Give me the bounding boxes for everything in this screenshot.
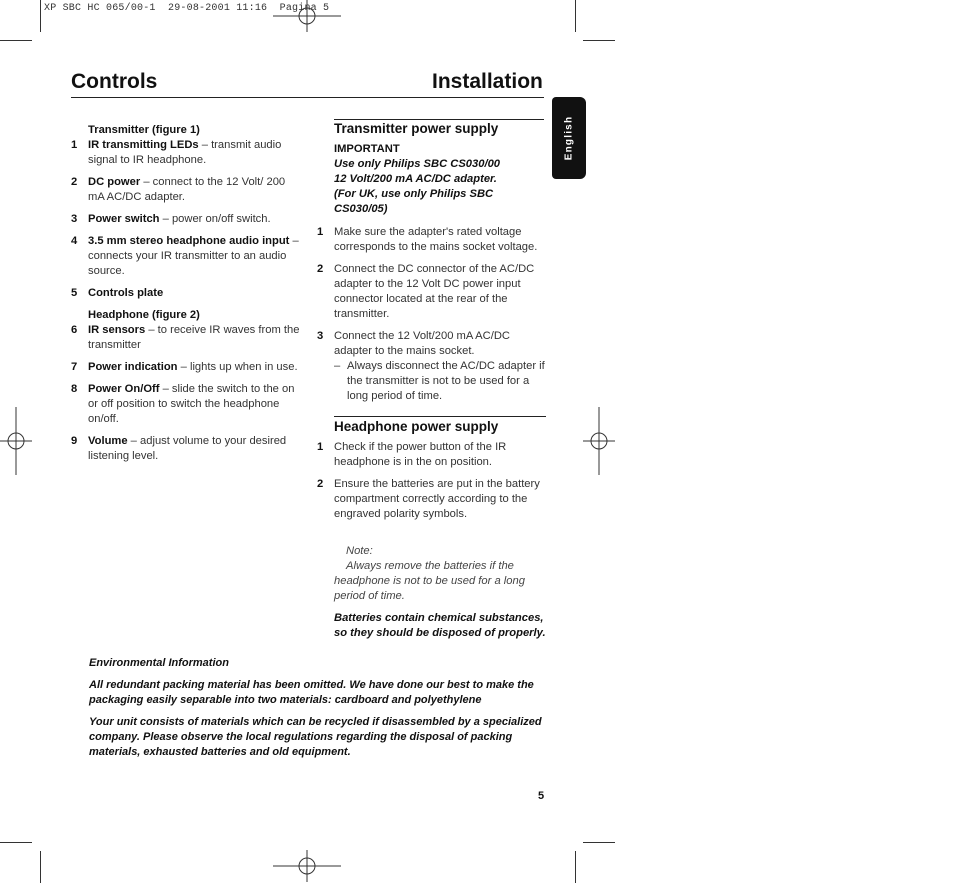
language-tab: [552, 97, 586, 179]
item-term: Volume: [88, 435, 128, 447]
headphone-power-title: Headphone power supply: [334, 419, 499, 434]
item-number: 7: [71, 361, 78, 373]
print-slug-header: XP SBC HC 065/00-1 29-08-2001 11:16 Pagina 5: [44, 3, 330, 14]
list-item: [71, 234, 301, 279]
list-item: [317, 329, 546, 359]
item-number: 6: [71, 324, 78, 336]
important-label: IMPORTANT: [334, 143, 400, 155]
item-number: 4: [71, 235, 78, 247]
item-term: 3.5 mm stereo headphone audio input: [88, 235, 290, 247]
env-paragraph: All redundant packing material has been omitted. We have done our best to make the packaging easily separable into two materials: cardboard and polyethylene: [89, 679, 534, 706]
item-term: Power indication: [88, 361, 178, 373]
step-number: 2: [317, 263, 324, 275]
list-item: [71, 286, 301, 301]
item-desc: – connect to the 12 Volt/ 200 mA AC/DC adapter.: [88, 176, 286, 203]
list-item: [71, 212, 301, 227]
item-number: 8: [71, 383, 78, 395]
item-desc: – connects your IR transmitter to an audio source.: [88, 235, 299, 277]
step-text: Check if the power button of the IR headphone is in the on position.: [334, 441, 507, 468]
battery-warning: Batteries contain chemical substances, so they should be disposed of properly.: [334, 612, 546, 639]
step-text: Make sure the adapter's rated voltage corresponds to the mains socket voltage.: [334, 226, 538, 253]
list-item: [71, 434, 301, 464]
item-number: 9: [71, 435, 78, 447]
list-item: [71, 323, 301, 353]
language-tab-label: English: [563, 115, 575, 161]
item-term: Controls plate: [88, 287, 164, 299]
step-number: 3: [317, 330, 324, 342]
step-number: 1: [317, 441, 324, 453]
item-term: IR sensors: [88, 324, 146, 336]
environmental-info: [89, 656, 549, 767]
controls-column: [71, 123, 301, 471]
step-text: Ensure the batteries are put in the battery compartment correctly according to the engraved polarity symbols.: [334, 478, 540, 520]
list-item: [317, 262, 546, 322]
note-text: Always remove the batteries if the headphone is not to be used for a long period of time.: [334, 560, 525, 602]
list-item: [71, 382, 301, 427]
important-line: Use only Philips SBC CS030/00: [334, 158, 501, 170]
env-paragraph: Your unit consists of materials which can be recycled if disassembled by a specialized company. Please observe the local regulations regarding the disposal of packing materials, exhausted batteries and old equipment.: [89, 716, 542, 758]
list-item: [317, 440, 546, 470]
item-term: IR transmitting LEDs: [88, 139, 199, 151]
item-desc: – transmit audio signal to IR headphone.: [88, 139, 282, 166]
step-number: 2: [317, 478, 324, 490]
item-term: Power switch: [88, 213, 160, 225]
page-title-controls: Controls: [71, 70, 158, 93]
list-item: [317, 225, 546, 255]
item-desc: – adjust volume to your desired listening level.: [88, 435, 287, 462]
item-desc: – slide the switch to the on or off position to switch the headphone on/off.: [88, 383, 295, 425]
title-rule: [71, 97, 544, 98]
step-text: Connect the 12 Volt/200 mA AC/DC adapter to the mains socket.: [334, 330, 510, 357]
transmitter-subhead: Transmitter (figure 1): [88, 124, 200, 136]
note-label: Note:: [346, 545, 373, 557]
item-desc: – power on/off switch.: [159, 213, 271, 225]
item-number: 2: [71, 176, 78, 188]
dash-note-text: Always disconnect the AC/DC adapter if the transmitter is not to be used for a long period of time.: [347, 360, 545, 402]
item-number: 3: [71, 213, 78, 225]
page-number: 5: [538, 790, 545, 802]
list-item: [71, 360, 301, 375]
step-number: 1: [317, 226, 324, 238]
item-desc: – to receive IR waves from the transmitter: [88, 324, 300, 351]
dash-glyph: –: [334, 360, 341, 372]
page-title-installation: Installation: [432, 70, 543, 93]
list-item: [71, 175, 301, 205]
env-title: Environmental Information: [89, 657, 229, 669]
tx-section-rule: [334, 119, 544, 120]
step-text: Connect the DC connector of the AC/DC adapter to the 12 Volt DC power input connector located at the rear of the transmitter.: [334, 263, 535, 320]
item-number: 5: [71, 287, 78, 299]
item-term: Power On/Off: [88, 383, 160, 395]
important-line: 12 Volt/200 mA AC/DC adapter.: [334, 173, 497, 185]
transmitter-power-title: Transmitter power supply: [334, 121, 499, 136]
list-item: [317, 477, 546, 522]
installation-column: [317, 121, 546, 641]
dash-note: [334, 359, 546, 404]
headphone-subhead: Headphone (figure 2): [88, 309, 200, 321]
item-desc: – lights up when in use.: [177, 361, 298, 373]
item-number: 1: [71, 139, 78, 151]
list-item: [71, 138, 301, 168]
item-term: DC power: [88, 176, 141, 188]
important-line: (For UK, use only Philips SBC CS030/05): [334, 188, 494, 215]
